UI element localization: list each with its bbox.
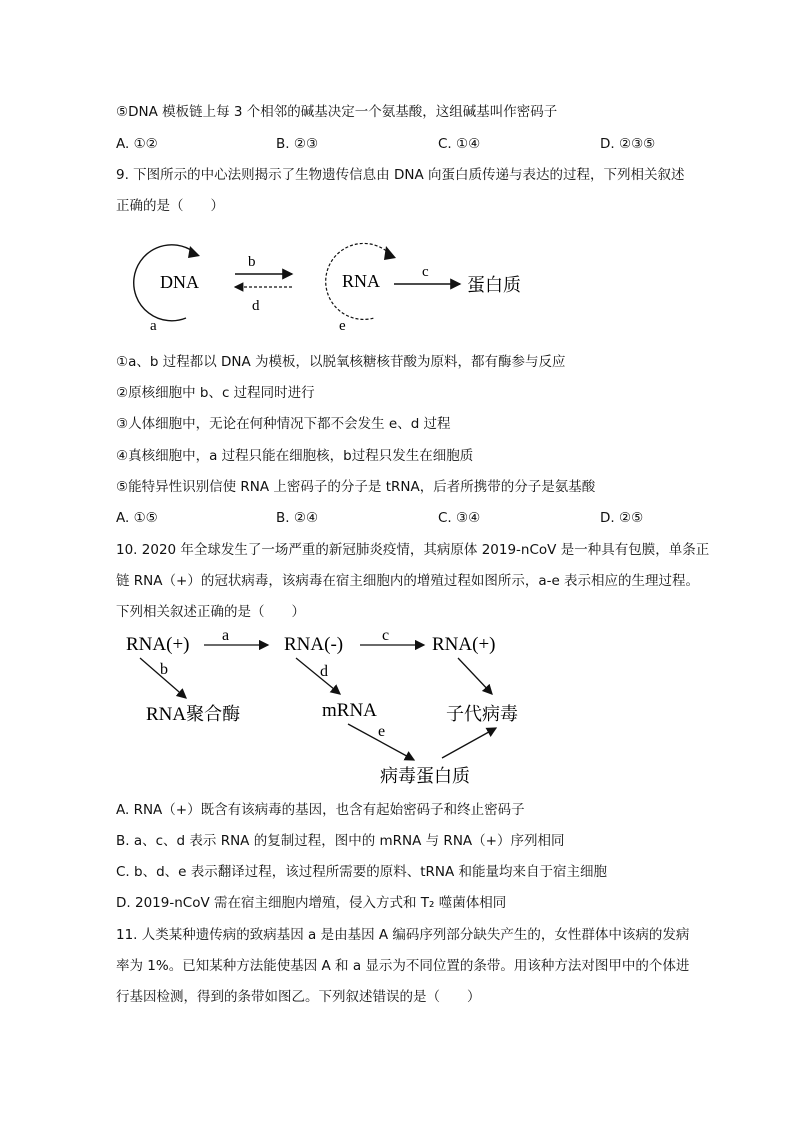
dna-node: DNA	[160, 272, 199, 292]
dna-loop-arrowhead	[188, 246, 200, 258]
prev-option-c[interactable]: C. ①④	[438, 136, 481, 152]
q10-label-a: a	[222, 627, 230, 644]
q9-item-3: ③人体细胞中，无论在何种情况下都不会发生 e、d 过程	[116, 416, 451, 432]
q11-stem-line-1: 11. 人类某种遗传病的致病基因 a 是由基因 A 编码序列部分缺失产生的，女性群体中该病的发病	[116, 927, 690, 943]
rna-minus-node: RNA(-)	[284, 634, 344, 655]
q9-option-d[interactable]: D. ②⑤	[600, 510, 644, 526]
q11-stem-line-3: 行基因检测，得到的条带如图乙。下列叙述错误的是（ ）	[116, 989, 481, 1005]
q9-central-dogma-diagram	[110, 232, 550, 338]
rna-polymerase-node: RNA聚合酶	[146, 704, 241, 725]
q9-options	[116, 508, 676, 528]
q9-option-c[interactable]: C. ③④	[438, 510, 481, 526]
q9-label-b: b	[248, 254, 256, 270]
q9-option-a[interactable]: A. ①⑤	[116, 510, 158, 526]
q10-option-a[interactable]: A. RNA（+）既含有该病毒的基因，也含有起始密码子和终止密码子	[116, 802, 525, 818]
q10-label-d: d	[320, 663, 328, 680]
q9-item-1: ①a、b 过程都以 DNA 为模板，以脱氧核糖核苷酸为原料，都有酶参与反应	[116, 354, 566, 370]
prev-options	[116, 134, 676, 154]
prev-item-5: ⑤DNA 模板链上每 3 个相邻的碱基决定一个氨基酸，这组碱基叫作密码子	[116, 104, 558, 120]
q9-label-a: a	[150, 318, 157, 334]
prev-option-d[interactable]: D. ②③⑤	[600, 136, 656, 152]
prev-option-b[interactable]: B. ②③	[276, 136, 319, 152]
q11-stem-line-2: 率为 1%。已知某种方法能使基因 A 和 a 显示为不同位置的条带。用该种方法对图甲中的个体进	[116, 958, 690, 974]
q10-stem-line-2: 链 RNA（+）的冠状病毒，该病毒在宿主细胞内的增殖过程如图所示，a-e 表示相应的生理过程。	[116, 573, 700, 589]
q10-label-e: e	[378, 723, 386, 740]
q10-label-b: b	[160, 661, 168, 678]
q9-item-5: ⑤能特异性识别信使 RNA 上密码子的分子是 tRNA，后者所携带的分子是氨基酸	[116, 479, 596, 495]
progeny-virus-node: 子代病毒	[446, 704, 518, 725]
rna-loop-arrowhead	[384, 246, 396, 260]
prev-option-a[interactable]: A. ①②	[116, 136, 158, 152]
rna-plus-node-2: RNA(+)	[432, 634, 496, 655]
q10-option-c[interactable]: C. b、d、e 表示翻译过程，该过程所需要的原料、tRNA 和能量均来自于宿主细胞	[116, 864, 608, 880]
q9-option-b[interactable]: B. ②④	[276, 510, 319, 526]
q10-option-b[interactable]: B. a、c、d 表示 RNA 的复制过程，图中的 mRNA 与 RNA（+）序列相同	[116, 833, 565, 849]
q9-item-2: ②原核细胞中 b、c 过程同时进行	[116, 385, 315, 401]
virus-protein-node: 病毒蛋白质	[380, 766, 470, 787]
arrow-to-progeny	[458, 658, 492, 694]
protein-node: 蛋白质	[467, 275, 521, 296]
q9-item-4: ④真核细胞中，a 过程只能在细胞核，b过程只发生在细胞质	[116, 448, 474, 464]
q9-stem-line-2: 正确的是（ ）	[116, 198, 224, 214]
q10-option-d[interactable]: D. 2019-nCoV 需在宿主细胞内增殖，侵入方式和 T₂ 噬菌体相同	[116, 895, 507, 911]
q10-virus-replication-diagram	[118, 624, 548, 792]
q9-stem-line-1: 9. 下图所示的中心法则揭示了生物遗传信息由 DNA 向蛋白质传递与表达的过程，下列相关叙述	[116, 167, 685, 183]
mrna-node: mRNA	[322, 700, 377, 721]
arrow-d	[296, 658, 340, 694]
q10-label-c: c	[382, 627, 390, 644]
q9-label-c: c	[422, 264, 429, 280]
q9-label-d: d	[252, 298, 260, 314]
q10-stem-line-3: 下列相关叙述正确的是（ ）	[116, 604, 305, 620]
q9-label-e: e	[339, 318, 346, 334]
rna-node: RNA	[342, 271, 381, 291]
arrow-protein-to-progeny	[442, 728, 496, 758]
q10-stem-line-1: 10. 2020 年全球发生了一场严重的新冠肺炎疫情，其病原体 2019-nCoV 是一种具有包膜，单条正	[116, 542, 710, 558]
rna-plus-node-1: RNA(+)	[126, 634, 190, 655]
